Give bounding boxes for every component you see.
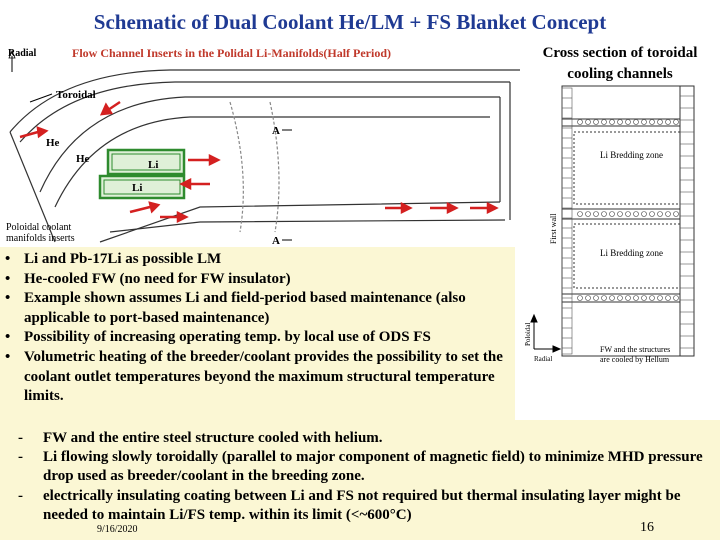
breeding-zone-label-bottom: Li Bredding zone: [600, 248, 663, 258]
breeding-zone-label-top: Li Bredding zone: [600, 150, 663, 160]
li-label-upper: Li: [148, 159, 159, 171]
bullet-item: • Volumetric heating of the breeder/coolant provides the possibility to set the coolant outlet temperatures beyond the maximum structural temperature limits.: [24, 348, 515, 407]
cross-section-title-line2: cooling channels: [567, 66, 673, 82]
key-features-list: [0, 247, 515, 407]
first-wall-channels: [562, 88, 572, 354]
footer-date: 9/16/2020: [97, 524, 138, 535]
design-notes-box: [0, 420, 720, 540]
structure-note-line1: FW and the structures: [600, 345, 671, 354]
design-notes-list: [0, 420, 720, 525]
bullet-item: • He-cooled FW (no need for FW insulator): [24, 270, 515, 290]
bullet-item: • Possibility of increasing operating temp. by local use of ODS FS: [24, 328, 515, 348]
section-a-label-bottom: A: [272, 235, 280, 247]
bullet-item: • Example shown assumes Li and field-period based maintenance (also applicable to port-based maintenance): [24, 289, 515, 328]
flow-channel-insert-diagram: [0, 42, 520, 247]
toroidal-channel-row-middle: [578, 212, 679, 217]
radial-label: Radial: [8, 48, 37, 59]
structure-note-line2: are cooled by Hellum: [600, 355, 670, 364]
bullet-item: • Li and Pb-17Li as possible LM: [24, 250, 515, 270]
note-item: - electrically insulating coating between Li and FS not required but thermal insulating layer might be needed to maintain Li/FS temp. within its limit (<~600°C): [43, 487, 720, 525]
li-label-lower: Li: [132, 182, 143, 194]
key-features-box: [0, 247, 515, 420]
radial-axis-label: Radial: [534, 355, 553, 363]
cross-section-structure: [562, 86, 694, 356]
poloidal-radial-axes-icon: [531, 315, 560, 352]
he-label-inner: He: [76, 153, 90, 165]
note-item: - FW and the entire steel structure cooled with helium.: [43, 429, 720, 448]
cross-section-title: [520, 43, 720, 85]
cross-section-diagram: [520, 84, 720, 424]
cross-section-title-line1: Cross section of toroidal: [542, 45, 698, 61]
note-item: - Li flowing slowly toroidally (parallel to major component of magnetic field) to minimize MHD pressure drop used as breeder/coolant in the breeding zone.: [43, 448, 720, 486]
first-wall-label: First wall: [549, 213, 558, 244]
toroidal-label: Toroidal: [56, 89, 96, 101]
poloidal-axis-label: Poloidal: [524, 322, 532, 346]
section-a-label-top: A: [272, 125, 280, 137]
page-number: 16: [640, 520, 654, 535]
poloidal-label-line2: manifolds inserts: [6, 233, 75, 244]
flow-channel-header: Flow Channel Inserts in the Polidal Li-Manifolds(Half Period): [72, 46, 392, 60]
toroidal-channel-row-top: [578, 120, 679, 125]
poloidal-label-line1: Poloidal coolant: [6, 222, 72, 233]
slide-title: Schematic of Dual Coolant He/LM + FS Blanket Concept: [93, 10, 607, 34]
back-wall-channels: [680, 96, 694, 348]
toroidal-channel-row-bottom: [578, 296, 679, 301]
he-label-outer: He: [46, 137, 60, 149]
